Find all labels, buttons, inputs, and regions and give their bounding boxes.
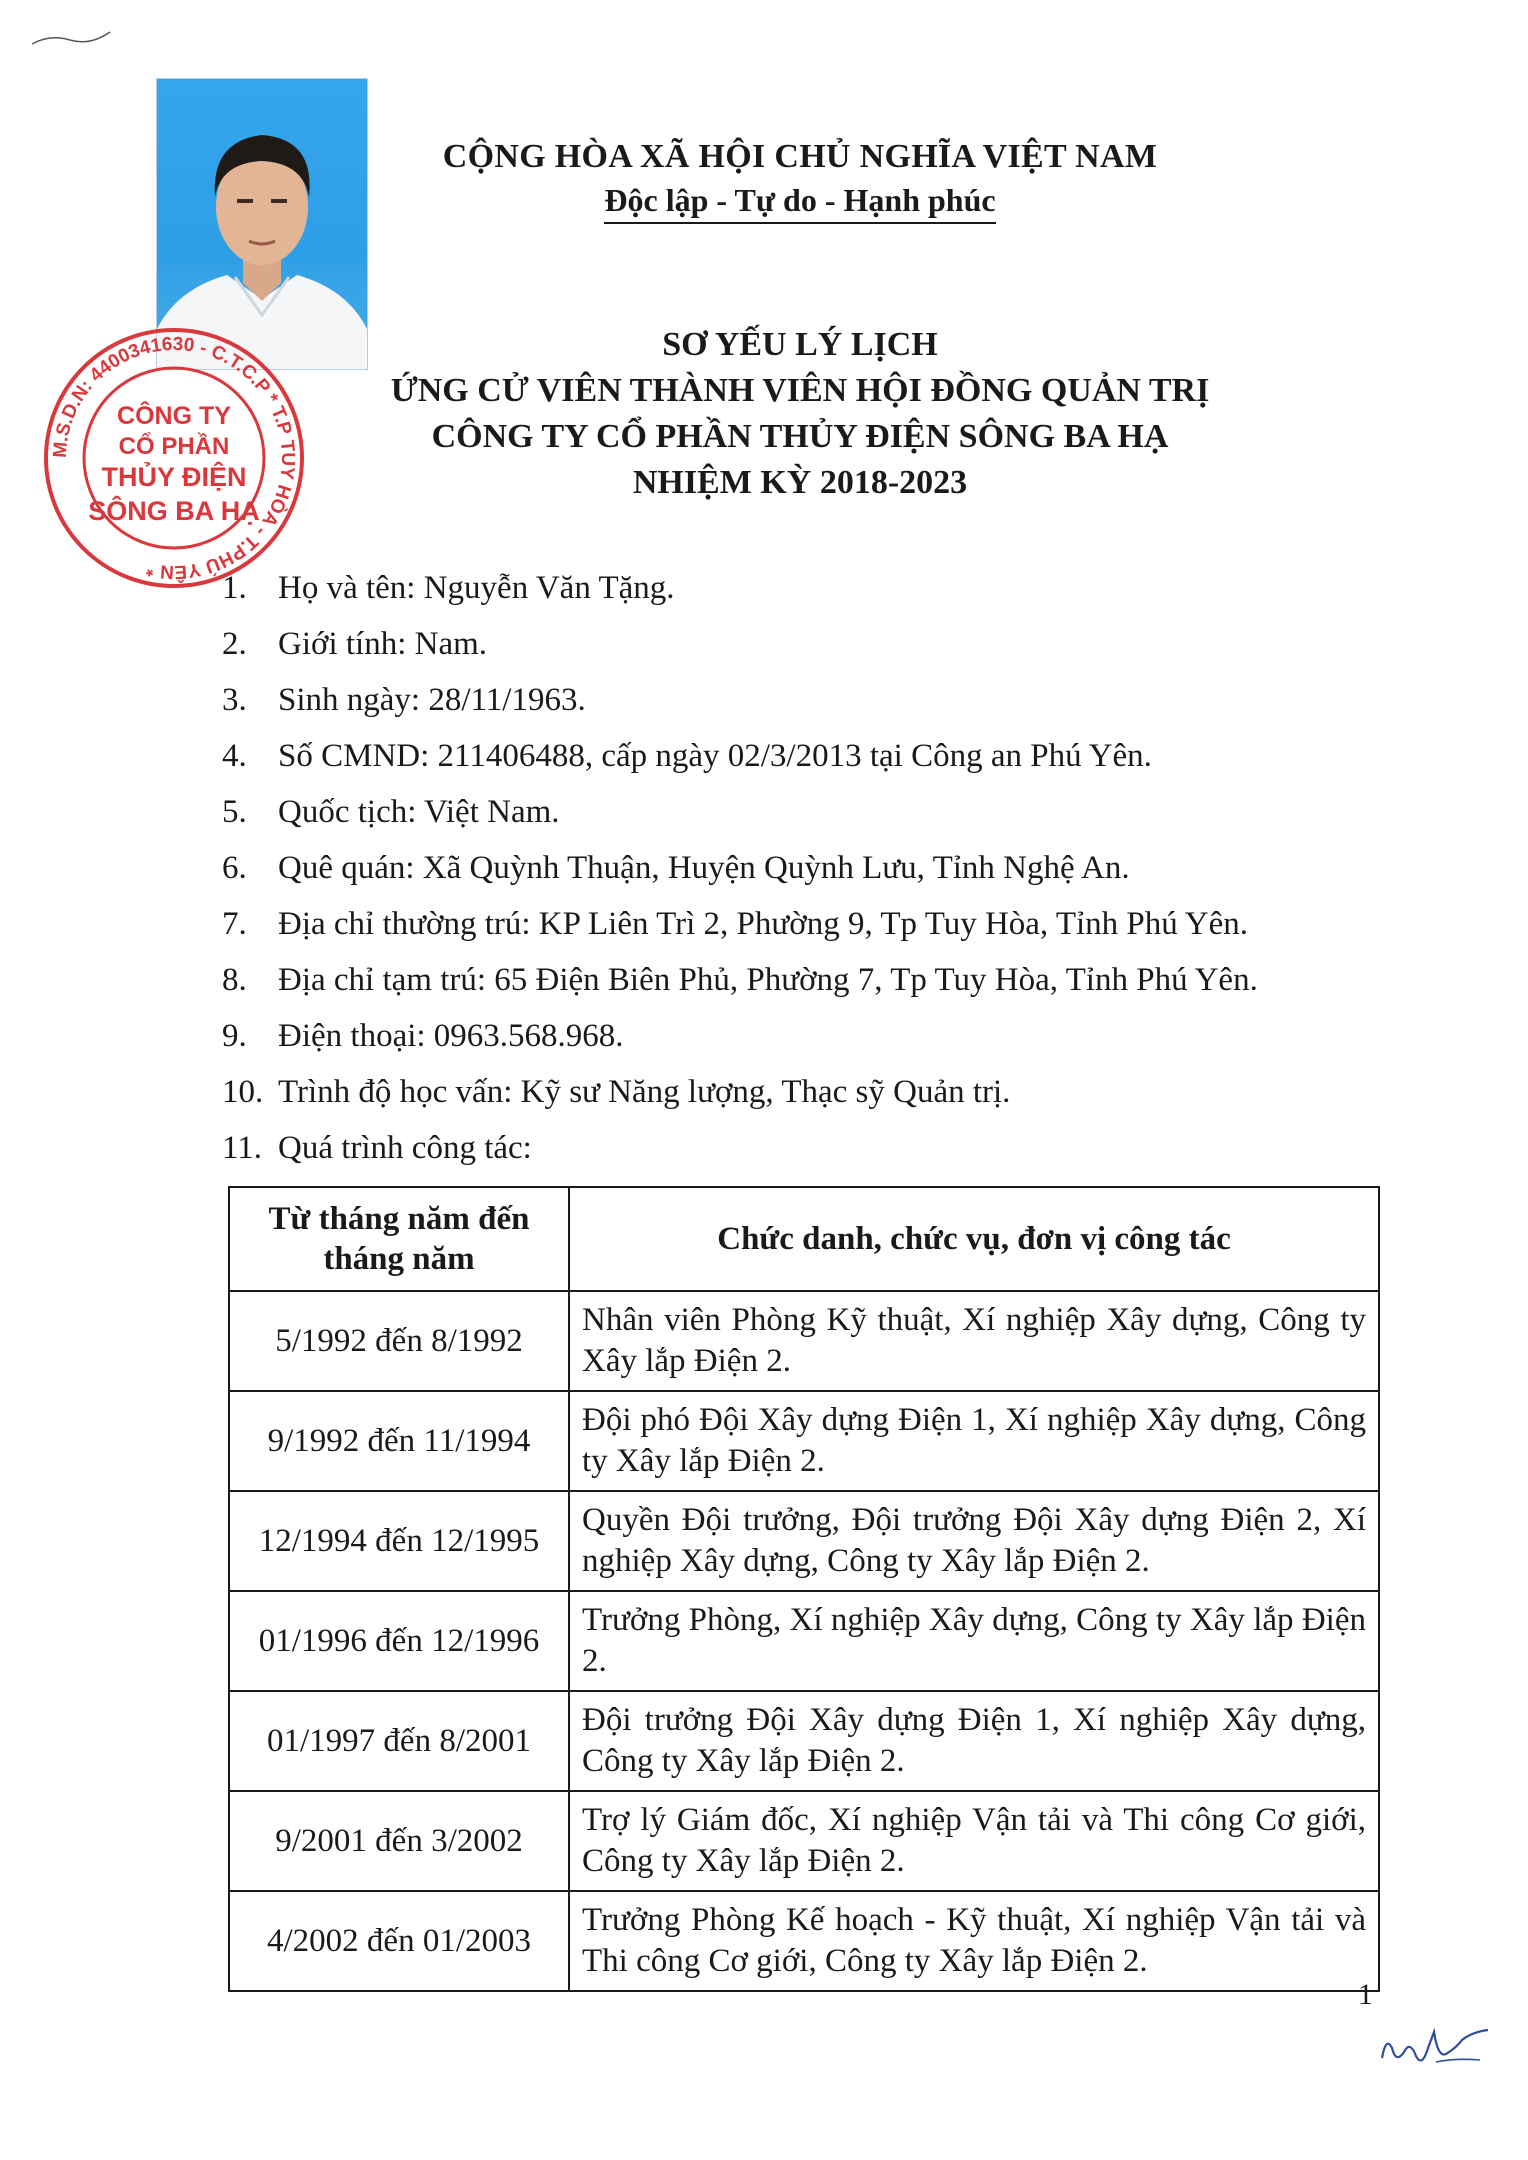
list-item: 11. Quá trình công tác: bbox=[222, 1130, 532, 1166]
period-cell: 01/1996 đến 12/1996 bbox=[229, 1591, 569, 1691]
list-item: 6. Quê quán: Xã Quỳnh Thuận, Huyện Quỳnh Lưu, Tỉnh Nghệ An. bbox=[222, 850, 1130, 886]
list-item: 2. Giới tính: Nam. bbox=[222, 626, 488, 662]
signature-icon bbox=[1376, 2018, 1496, 2078]
list-item: 5. Quốc tịch: Việt Nam. bbox=[222, 794, 560, 830]
svg-text:M.S.D.N: 4400341630 - C.T.C.P: M.S.D.N: 4400341630 - C.T.C.P * T.P TUY HÒA - T.PHÚ YÊN * bbox=[49, 333, 299, 583]
period-cell: 9/1992 đến 11/1994 bbox=[229, 1391, 569, 1491]
list-item: 10. Trình độ học vấn: Kỹ sư Năng lượng, Thạc sỹ Quản trị. bbox=[222, 1074, 1011, 1110]
header-position: Chức danh, chức vụ, đơn vị công tác bbox=[569, 1187, 1379, 1291]
page-number: 1 bbox=[1358, 1978, 1373, 2011]
personal-info-list bbox=[222, 560, 1382, 1176]
table-row bbox=[229, 1791, 1379, 1891]
period-cell: 4/2002 đến 01/2003 bbox=[229, 1891, 569, 1991]
table-header-row bbox=[229, 1187, 1379, 1291]
list-item: 8. Địa chỉ tạm trú: 65 Điện Biên Phủ, Phường 7, Tp Tuy Hòa, Tỉnh Phú Yên. bbox=[222, 962, 1258, 998]
doc-subtitle-3: NHIỆM KỲ 2018-2023 bbox=[632, 464, 968, 501]
table-row bbox=[229, 1591, 1379, 1691]
stamp-line-1: CÔNG TY bbox=[117, 402, 231, 430]
doc-subtitle-1: ỨNG CỬ VIÊN THÀNH VIÊN HỘI ĐỒNG QUẢN TRỊ bbox=[390, 372, 1210, 409]
header-period: Từ tháng năm đến tháng năm bbox=[229, 1187, 569, 1291]
period-cell: 12/1994 đến 12/1995 bbox=[229, 1491, 569, 1591]
period-cell: 5/1992 đến 8/1992 bbox=[229, 1291, 569, 1391]
stamp-line-3: THỦY ĐIỆN bbox=[101, 462, 247, 492]
period-cell: 01/1997 đến 8/2001 bbox=[229, 1691, 569, 1791]
position-cell: Trưởng Phòng Kế hoạch - Kỹ thuật, Xí nghiệp Vận tải và Thi công Cơ giới, Công ty Xây lắp Điện 2. bbox=[569, 1891, 1379, 1991]
position-cell: Trưởng Phòng, Xí nghiệp Xây dựng, Công ty Xây lắp Điện 2. bbox=[569, 1591, 1379, 1691]
list-item: 1. Họ và tên: Nguyễn Văn Tặng. bbox=[222, 570, 675, 606]
position-cell: Đội phó Đội Xây dựng Điện 1, Xí nghiệp Xây dựng, Công ty Xây lắp Điện 2. bbox=[569, 1391, 1379, 1491]
table-row bbox=[229, 1391, 1379, 1491]
career-table bbox=[228, 1186, 1380, 1992]
period-cell: 9/2001 đến 3/2002 bbox=[229, 1791, 569, 1891]
company-stamp bbox=[36, 320, 312, 596]
list-item: 4. Số CMND: 211406488, cấp ngày 02/3/2013 tại Công an Phú Yên. bbox=[222, 738, 1152, 774]
position-cell: Đội trưởng Đội Xây dựng Điện 1, Xí nghiệp Xây dựng, Công ty Xây lắp Điện 2. bbox=[569, 1691, 1379, 1791]
motto: Độc lập - Tự do - Hạnh phúc bbox=[420, 182, 1180, 219]
list-item: 9. Điện thoại: 0963.568.968. bbox=[222, 1018, 624, 1054]
table-row bbox=[229, 1691, 1379, 1791]
stamp-line-4: SÔNG BA HẠ bbox=[88, 496, 260, 526]
list-item: 3. Sinh ngày: 28/11/1963. bbox=[222, 682, 586, 718]
table-row bbox=[229, 1891, 1379, 1991]
position-cell: Trợ lý Giám đốc, Xí nghiệp Vận tải và Thi công Cơ giới, Công ty Xây lắp Điện 2. bbox=[569, 1791, 1379, 1891]
position-cell: Nhân viên Phòng Kỹ thuật, Xí nghiệp Xây dựng, Công ty Xây lắp Điện 2. bbox=[569, 1291, 1379, 1391]
list-item: 7. Địa chỉ thường trú: KP Liên Trì 2, Phường 9, Tp Tuy Hòa, Tỉnh Phú Yên. bbox=[222, 906, 1249, 942]
nation-header: CỘNG HÒA XÃ HỘI CHỦ NGHĨA VIỆT NAM bbox=[442, 138, 1158, 175]
position-cell: Quyền Đội trưởng, Đội trưởng Đội Xây dựng Điện 2, Xí nghiệp Xây dựng, Công ty Xây lắp Điện 2. bbox=[569, 1491, 1379, 1591]
corner-mark-icon bbox=[30, 24, 120, 54]
table-row bbox=[229, 1291, 1379, 1391]
stamp-line-2: CỔ PHẦN bbox=[118, 433, 230, 460]
doc-title: SƠ YẾU LÝ LỊCH bbox=[662, 326, 938, 363]
doc-subtitle-2: CÔNG TY CỔ PHẦN THỦY ĐIỆN SÔNG BA HẠ bbox=[431, 418, 1169, 455]
table-row bbox=[229, 1491, 1379, 1591]
